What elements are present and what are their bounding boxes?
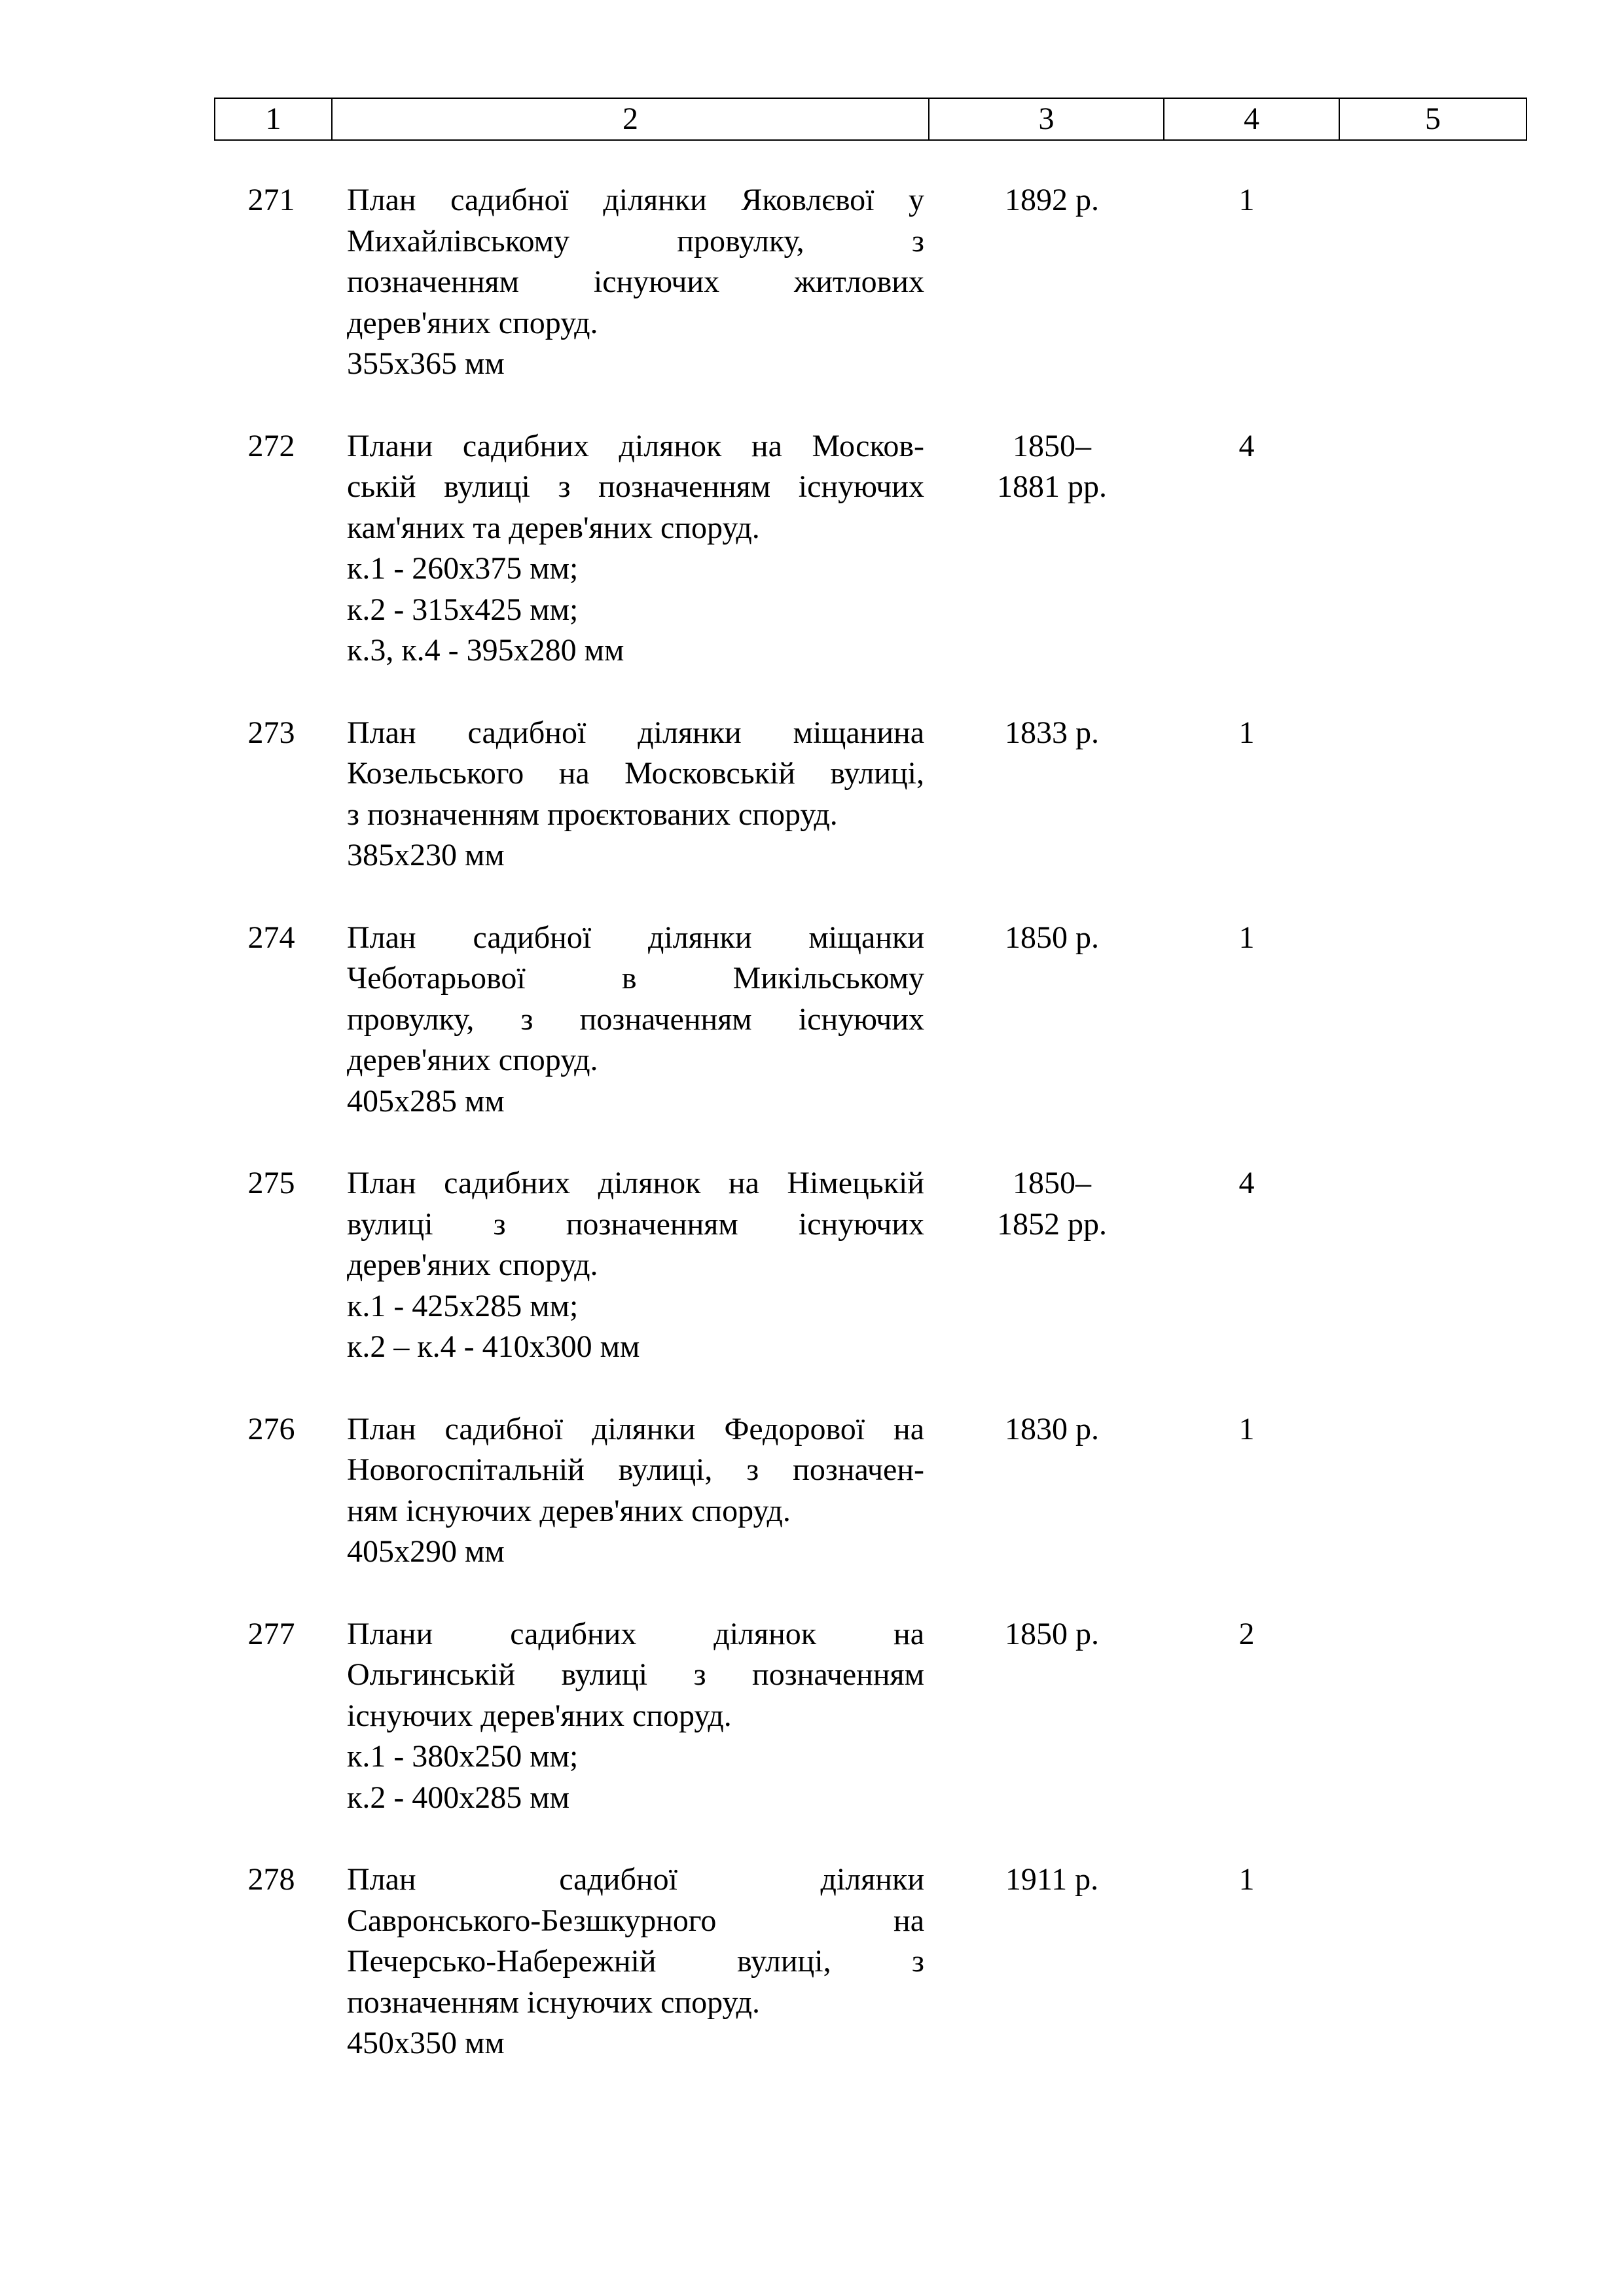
record-title [347, 180, 924, 385]
column-header-row [215, 98, 1526, 140]
record-date-line: 1830 р. [1005, 1411, 1099, 1446]
record-title-line: Плани садибних ділянок на Москов- [347, 428, 924, 463]
record-title [347, 918, 924, 1122]
record-title-line: Козельського на Московській вулиці, [347, 756, 924, 791]
record-title-line: Савронського-Безшкурного на [347, 1903, 924, 1938]
record-title-line: План садибної ділянки Федорової на [347, 1411, 924, 1446]
record-item [214, 180, 1526, 385]
record-title [347, 1163, 924, 1368]
record-count: 4 [1238, 1166, 1255, 1200]
record-item [214, 918, 1526, 1122]
column-header-5: 5 [1339, 98, 1526, 140]
record-number: 274 [247, 920, 295, 955]
record-date [941, 1163, 1163, 1245]
record-item [214, 426, 1526, 672]
record-count: 4 [1238, 428, 1255, 463]
record-number: 275 [247, 1166, 295, 1200]
record-count: 2 [1238, 1616, 1255, 1651]
record-count: 1 [1238, 1862, 1255, 1897]
record-title [347, 426, 924, 672]
record-size: 355х365 мм [347, 346, 505, 381]
column-header-table [214, 98, 1527, 141]
record-item [214, 1859, 1526, 2064]
record-title-line: План садибних ділянок на Німецькій [347, 1166, 924, 1200]
column-header-3: 3 [929, 98, 1164, 140]
record-list [214, 180, 1526, 2106]
column-header-4: 4 [1164, 98, 1339, 140]
record-title [347, 1409, 924, 1573]
record-size: 405х290 мм [347, 1534, 505, 1569]
record-title-line: План садибної ділянки міщанина [347, 715, 924, 750]
record-date [941, 180, 1163, 221]
record-count: 1 [1238, 715, 1255, 750]
record-number: 271 [247, 183, 295, 217]
record-date [941, 1859, 1163, 1901]
record-date [941, 918, 1163, 959]
record-title-line: з позначенням проєктованих споруд. [347, 797, 838, 832]
record-date [941, 1409, 1163, 1450]
record-title-line: кам'яних та дерев'яних споруд. [347, 510, 760, 545]
column-header-2: 2 [332, 98, 929, 140]
record-title-line: існуючих дерев'яних споруд. [347, 1698, 732, 1733]
record-title-line: ській вулиці з позначенням існуючих [347, 469, 924, 504]
record-item [214, 1614, 1526, 1819]
record-title-line: Новогоспітальній вулиці, з позначен- [347, 1452, 924, 1487]
record-size: к.2 – к.4 - 410х300 мм [347, 1329, 640, 1364]
record-title-line: провулку, з позначенням існуючих [347, 1001, 924, 1037]
record-size: 405х285 мм [347, 1083, 505, 1119]
record-title-line: дерев'яних споруд. [347, 1247, 598, 1282]
record-date [941, 713, 1163, 754]
record-date-line: 1850– [1013, 1166, 1091, 1200]
record-number: 277 [247, 1616, 295, 1651]
record-title-line: Ольгинській вулиці з позначенням [347, 1657, 924, 1692]
record-title-line: позначенням існуючих житлових [347, 264, 924, 299]
column-header-1: 1 [215, 98, 332, 140]
record-item [214, 713, 1526, 876]
record-date [941, 1614, 1163, 1655]
record-title [347, 1614, 924, 1819]
record-date-line: 1833 р. [1005, 715, 1099, 750]
record-title-line: ням існуючих дерев'яних споруд. [347, 1493, 791, 1528]
record-title [347, 713, 924, 876]
record-title-line: Плани садибних ділянок на [347, 1616, 924, 1651]
record-title-line: Печерсько-Набережній вулиці, з [347, 1944, 924, 1979]
record-number: 276 [247, 1411, 295, 1446]
record-date-line: 1881 рр. [997, 469, 1107, 504]
record-number: 273 [247, 715, 295, 750]
record-title-line: дерев'яних споруд. [347, 305, 598, 340]
record-title-line: План садибної ділянки [347, 1862, 924, 1897]
record-title [347, 1859, 924, 2064]
record-title-line: Михайлівському провулку, з [347, 223, 924, 259]
record-date-line: 1852 рр. [997, 1206, 1107, 1242]
record-date-line: 1850 р. [1005, 920, 1099, 955]
record-count: 1 [1238, 183, 1255, 217]
record-title-line: вулиці з позначенням існуючих [347, 1206, 924, 1242]
record-title-line: План садибної ділянки Яковлєвої у [347, 183, 924, 217]
record-item [214, 1163, 1526, 1368]
record-size: к.1 - 260х375 мм; [347, 551, 579, 586]
record-size: к.2 - 400х285 мм [347, 1780, 570, 1815]
record-number: 272 [247, 428, 295, 463]
record-title-line: дерев'яних споруд. [347, 1043, 598, 1077]
record-date-line: 1892 р. [1005, 183, 1099, 217]
record-title-line: позначенням існуючих споруд. [347, 1984, 760, 2020]
record-date-line: 1850 р. [1005, 1616, 1099, 1651]
record-size: к.2 - 315х425 мм; [347, 592, 579, 627]
record-item [214, 1409, 1526, 1573]
record-count: 1 [1238, 1411, 1255, 1446]
record-size: 385х230 мм [347, 838, 505, 872]
record-date-line: 1850– [1013, 428, 1091, 463]
record-title-line: План садибної ділянки міщанки [347, 920, 924, 955]
record-title-line: Чеботарьової в Микільському [347, 961, 924, 996]
record-size: к.1 - 380х250 мм; [347, 1739, 579, 1774]
record-size: 450х350 мм [347, 2026, 505, 2060]
record-number: 278 [247, 1862, 295, 1897]
record-size: к.3, к.4 - 395х280 мм [347, 633, 624, 668]
record-count: 1 [1238, 920, 1255, 955]
record-size: к.1 - 425х285 мм; [347, 1288, 579, 1323]
record-date-line: 1911 р. [1005, 1862, 1099, 1897]
record-date [941, 426, 1163, 508]
